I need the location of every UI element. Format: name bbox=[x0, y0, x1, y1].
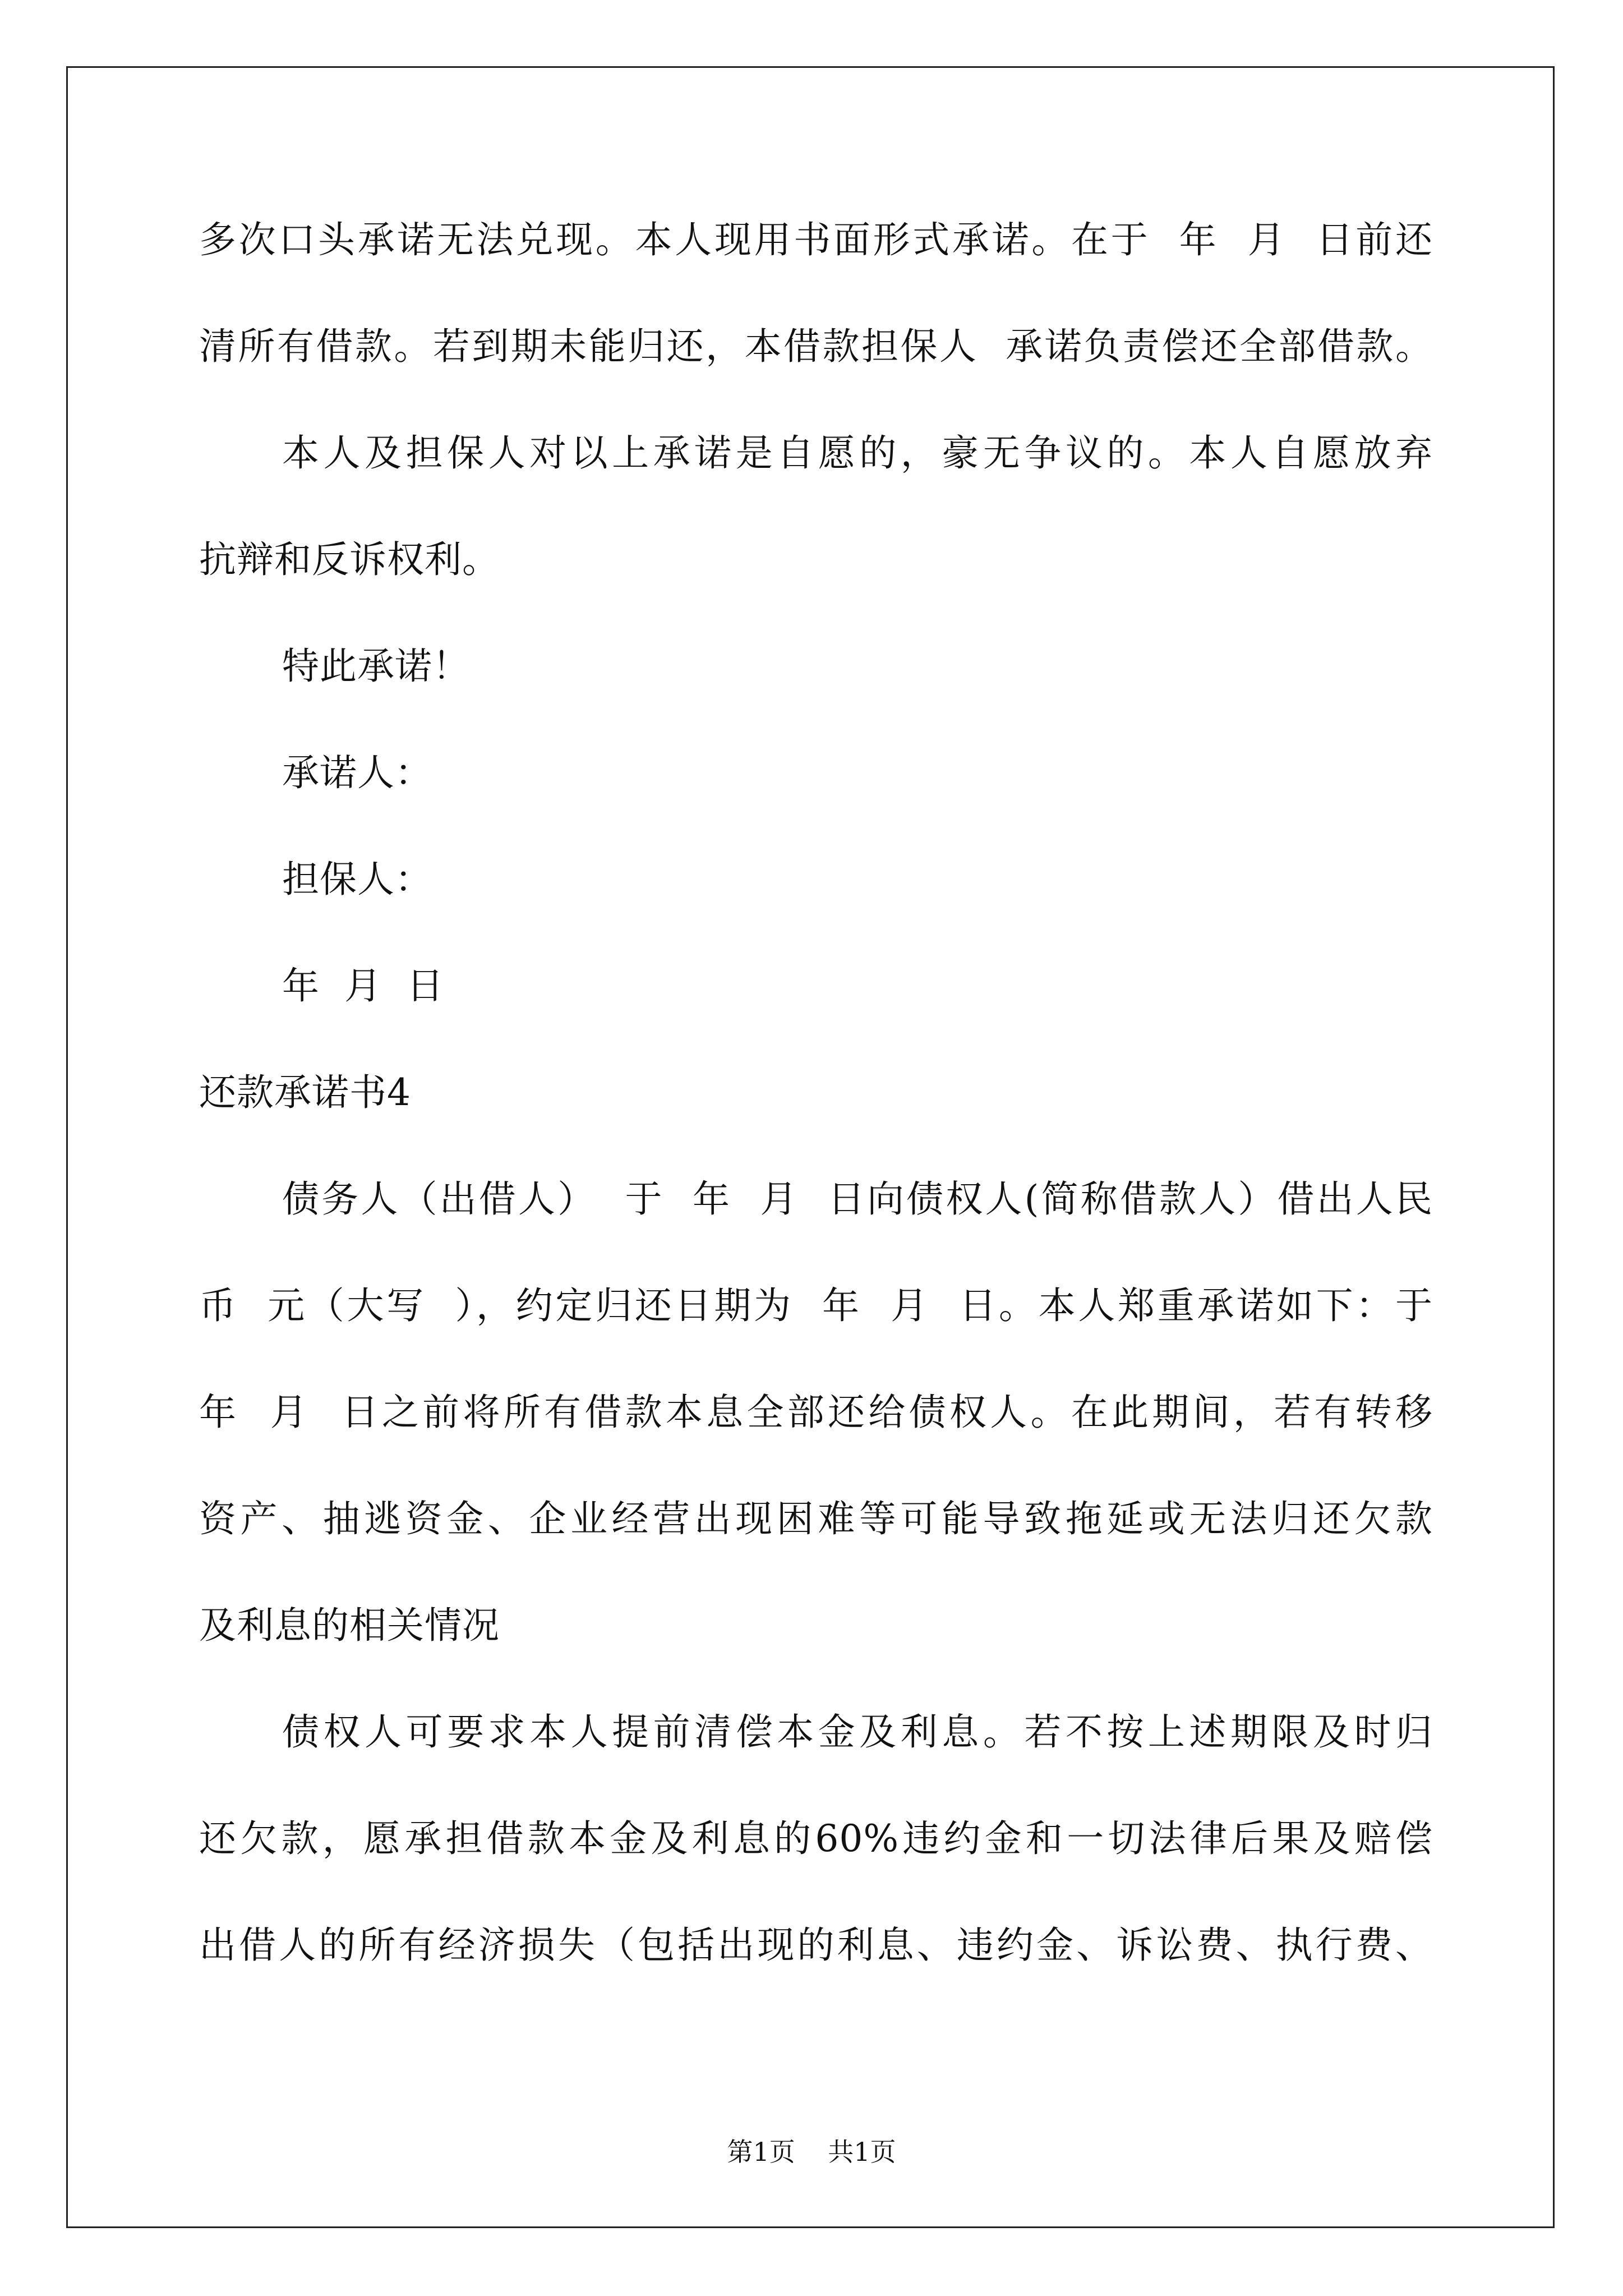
section-title: 还款承诺书4 bbox=[199, 1071, 411, 1114]
text-line: 抗辩和反诉权利。 bbox=[199, 538, 500, 581]
signature-line-guarantor: 担保人： bbox=[282, 858, 432, 901]
page-number-footer: 第1页 共1页 bbox=[727, 2137, 896, 2167]
document-body bbox=[199, 218, 1433, 2033]
signature-line-promisor: 承诺人： bbox=[282, 751, 432, 794]
text-line: 债务人（出借人） 于 年 月 日向债权人(简称借款人）借出人民 bbox=[282, 1177, 1433, 1221]
text-line: 还欠款，愿承担借款本金及利息的60%违约金和一切法律后果及赔偿 bbox=[199, 1817, 1433, 1860]
text-line: 资产、抽逃资金、企业经营出现困难等可能导致拖延或无法归还欠款 bbox=[199, 1497, 1433, 1540]
text-line: 本人及担保人对以上承诺是自愿的，豪无争议的。本人自愿放弃 bbox=[282, 431, 1433, 475]
text-line: 及利息的相关情况 bbox=[199, 1604, 500, 1647]
text-line: 特此承诺！ bbox=[282, 645, 470, 688]
text-line: 清所有借款。若到期未能归还，本借款担保人 承诺负责偿还全部借款。 bbox=[199, 325, 1433, 368]
date-line: 年 月 日 bbox=[282, 964, 444, 1007]
text-line: 出借人的所有经济损失（包括出现的利息、违约金、诉讼费、执行费、 bbox=[199, 1924, 1433, 1967]
text-line: 币 元（大写 ），约定归还日期为 年 月 日。本人郑重承诺如下：于 bbox=[199, 1284, 1433, 1327]
text-line: 年 月 日之前将所有借款本息全部还给债权人。在此期间，若有转移 bbox=[199, 1391, 1433, 1434]
text-line: 债权人可要求本人提前清偿本金及利息。若不按上述期限及时归 bbox=[282, 1710, 1433, 1754]
text-line: 多次口头承诺无法兑现。本人现用书面形式承诺。在于 年 月 日前还 bbox=[199, 218, 1433, 261]
